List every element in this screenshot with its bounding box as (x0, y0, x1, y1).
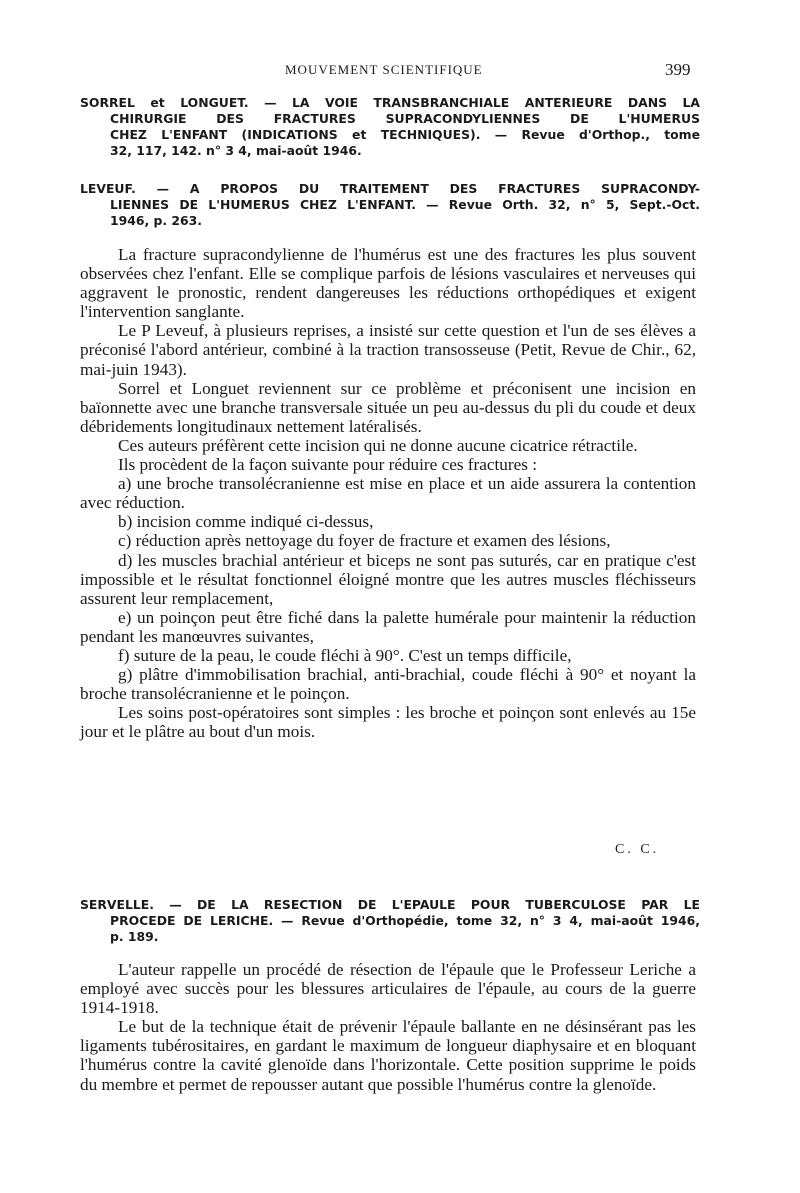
body-paragraph: Le P Leveuf, à plusieurs reprises, a insisté sur cette question et l'un de ses élèves a préconisé l'abord antérieur, combiné à la traction transosseuse (Petit, Revue de Chir., 62, mai-juin 1943). (80, 321, 696, 379)
author-signature: C. C. (615, 842, 660, 857)
reference-servelle (80, 897, 700, 945)
review-body-1 (80, 245, 696, 741)
body-paragraph: d) les muscles brachial antérieur et biceps ne sont pas suturés, car en pratique c'est impossible et le résultat fonctionnel éloigné montre que les autres muscles fléchisseurs assurent leur remplacement, (80, 550, 696, 608)
body-paragraph: L'auteur rappelle un procédé de résection de l'épaule que le Professeur Leriche a employé avec succès pour les blessures articulaires de l'épaule, au cours de la guerre 1914-1918. (80, 960, 696, 1018)
reference-line: 1946, p. 263. (110, 213, 202, 228)
body-paragraph: Ils procèdent de la façon suivante pour réduire ces fractures : (118, 455, 537, 475)
body-paragraph: c) réduction après nettoyage du foyer de fracture et examen des lésions, (118, 531, 611, 551)
body-paragraph: La fracture supracondylienne de l'humérus est une des fractures les plus souvent observées chez l'enfant. Elle se complique parfois de lésions vasculaires et nerveuses qui aggravent le pronostic, rendent dangereuses les réductions orthopédiques et exigent l'intervention sanglante. (80, 245, 696, 322)
reference-leveuf (80, 181, 700, 229)
body-paragraph: Sorrel et Longuet reviennent sur ce problème et préconisent une incision en baïonnette avec une branche transversale située un peu au-dessus du pli du coude et deux débridements longitudinaux nettement latéralisés. (80, 378, 696, 436)
body-paragraph: e) un poinçon peut être fiché dans la palette humérale pour maintenir la réduction pendant les manœuvres suivantes, (80, 607, 696, 646)
running-title: MOUVEMENT SCIENTIFIQUE (285, 62, 483, 77)
body-paragraph: f) suture de la peau, le coude fléchi à 90°. C'est un temps difficile, (118, 645, 572, 665)
review-body-2 (80, 960, 696, 1094)
reference-line: 32, 117, 142. n° 3 4, mai-août 1946. (110, 143, 362, 158)
body-paragraph: Le but de la technique était de prévenir l'épaule ballante en ne désinsérant pas les ligaments tubérositaires, en gardant le maximum de longueur diaphysaire et en bloquant l'humérus contre la cavité glenoïde dans l'horizontale. Cette position supprime le poids du membre et permet de repousser autant que possible l'humérus contre la glenoïde. (80, 1017, 696, 1094)
body-paragraph: Ces auteurs préfèrent cette incision qui ne donne aucune cicatrice rétractile. (118, 435, 638, 455)
page-number: 399 (665, 60, 691, 79)
reference-line: LIENNES DE L'HUMERUS CHEZ L'ENFANT. — Revue Orth. 32, n° 5, Sept.-Oct. (110, 197, 700, 212)
running-head (0, 60, 800, 80)
reference-line: SERVELLE. — DE LA RESECTION DE L'EPAULE POUR TUBERCULOSE PAR LE (80, 897, 700, 912)
reference-sorrel-longuet (80, 95, 700, 159)
reference-line: CHIRURGIE DES FRACTURES SUPRACONDYLIENNES DE L'HUMERUS (110, 111, 700, 126)
reference-line: p. 189. (110, 929, 159, 944)
reference-line: CHEZ L'ENFANT (INDICATIONS et TECHNIQUES). — Revue d'Orthop., tome (110, 127, 700, 142)
reference-line: SORREL et LONGUET. — LA VOIE TRANSBRANCHIALE ANTERIEURE DANS LA (80, 95, 700, 110)
body-paragraph: a) une broche transolécranienne est mise en place et un aide assurera la contention avec réduction. (80, 474, 696, 513)
body-paragraph: Les soins post-opératoires sont simples : les broche et poinçon sont enlevés au 15e jour et le plâtre au bout d'un mois. (80, 703, 696, 742)
body-paragraph: b) incision comme indiqué ci-dessus, (118, 512, 374, 532)
reference-line: LEVEUF. — A PROPOS DU TRAITEMENT DES FRACTURES SUPRACONDY- (80, 181, 700, 196)
body-paragraph: g) plâtre d'immobilisation brachial, anti-brachial, coude fléchi à 90° et noyant la broche transolécranienne et le poinçon. (80, 665, 696, 704)
reference-line: PROCEDE DE LERICHE. — Revue d'Orthopédie, tome 32, n° 3 4, mai-août 1946, (110, 913, 700, 928)
